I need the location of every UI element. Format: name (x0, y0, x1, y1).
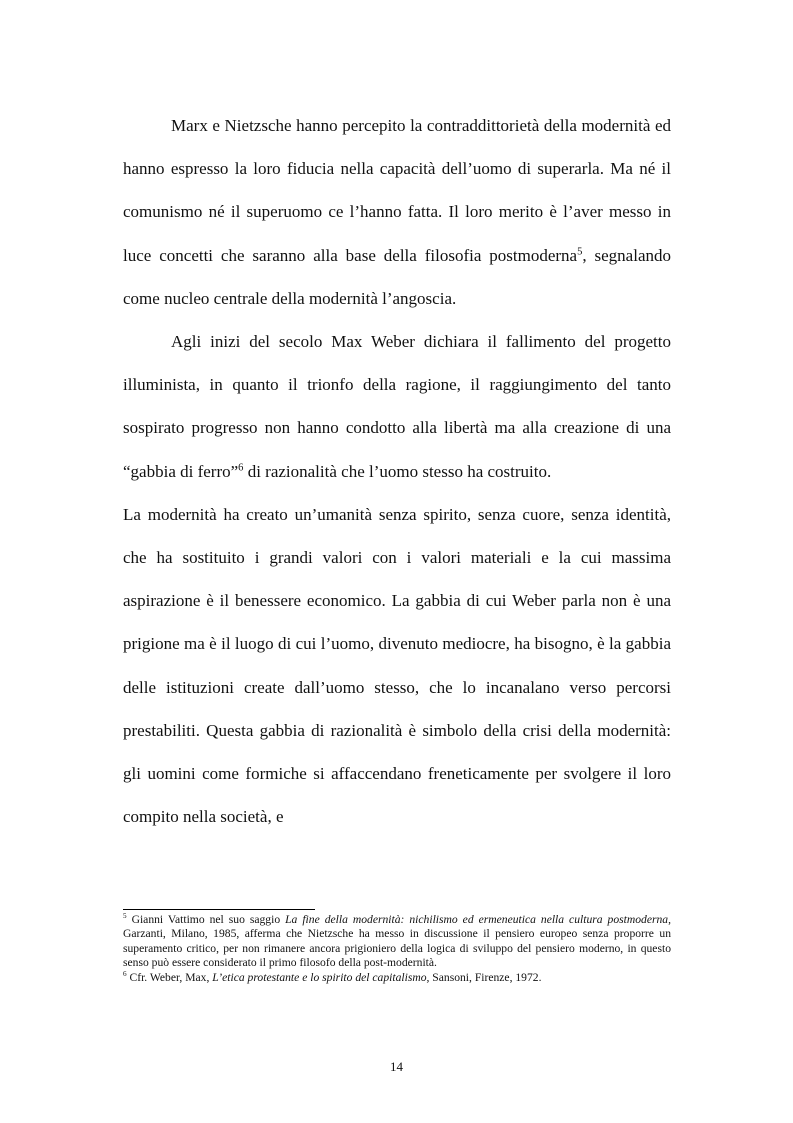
paragraph-2 (123, 320, 671, 493)
paragraph-3: La modernità ha creato un’umanità senza spirito, senza cuore, senza identità, che ha sostituito i grandi valori con i valori materiali e la cui massima aspirazione è il benessere economico. La gabbia di cui Weber parla non è una prigione ma è il luogo di cui l’uomo, divenuto mediocre, ha bisogno, è la gabbia delle istituzioni create dall’uomo stesso, che lo incanalano verso percorsi prestabiliti. Questa gabbia di razionalità è simbolo della crisi della modernità: gli uomini come formiche si affaccendano freneticamente per svolgere il loro compito nella società, e (123, 504, 671, 827)
paragraph-2-text: Agli inizi del secolo Max Weber dichiara il fallimento del progetto illuminista, in quanto il trionfo della ragione, il raggiungimento del tanto sospirato progresso non hanno condotto alla libertà ma alla creazione di una “gabbia di ferro” (123, 332, 671, 481)
footnote-separator (123, 909, 315, 910)
paragraph-1-text-cont: , segnalando come nucleo centrale della modernità l’angoscia. (123, 245, 671, 308)
footnotes (123, 913, 671, 985)
footnote-ref-6: 6 (238, 461, 244, 473)
footnote-6-text-cont: Sansoni, Firenze, 1972. (429, 970, 542, 984)
footnote-5 (123, 913, 671, 971)
main-text (123, 104, 671, 838)
paragraph-2-text-cont: di razionalità che l’uomo stesso ha costruito. (243, 461, 552, 481)
footnote-5-text: Gianni Vattimo nel suo saggio (126, 913, 286, 926)
footnote-6-text: Cfr. Weber, Max, (126, 970, 213, 984)
footnote-6-title: L’etica protestante e lo spirito del capitalismo, (212, 970, 430, 984)
footnote-ref-5: 5 (577, 245, 583, 257)
paragraph-1 (123, 104, 671, 320)
page-number: 14 (390, 1059, 403, 1074)
footnote-6 (123, 971, 671, 985)
paragraph-1-text: Marx e Nietzsche hanno percepito la contraddittorietà della modernità ed hanno espresso la loro fiducia nella capacità dell’uomo di superarla. Ma né il comunismo né il superuomo ce l’hanno fatta. Il loro merito è l’aver messo in luce concetti che saranno alla base della filosofia postmoderna (123, 116, 671, 265)
footnote-5-number: 5 (123, 912, 127, 921)
footnote-5-title: La fine della modernità: nichilismo ed ermeneutica nella cultura postmoderna (285, 913, 669, 926)
footnote-6-number: 6 (123, 969, 127, 978)
footnote-5-text-cont: , Garzanti, Milano, 1985, afferma che Nietzsche ha messo in discussione il pensiero europeo senza proporre un superamento critico, per non rimanere ancora prigioniero della logica di sviluppo del pensiero moderno, in questo senso può essere considerato il primo filosofo della post-modernità. (123, 913, 671, 970)
